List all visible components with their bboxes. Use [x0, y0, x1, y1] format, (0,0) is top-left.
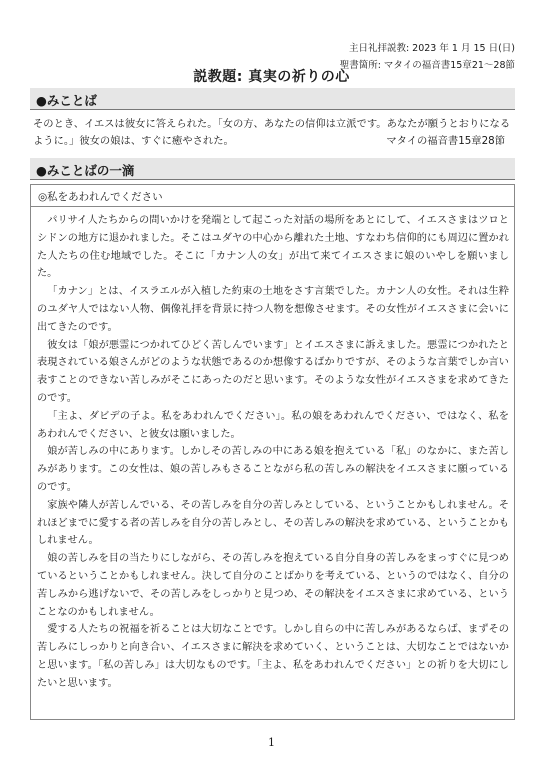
scripture-reference: マタイの福音書15章28節 [386, 135, 505, 147]
service-date: 主日礼拝説教: 2023 年 1 月 15 日(日) [348, 43, 515, 54]
page-number: 1 [268, 736, 275, 749]
sermon-paragraphs [37, 212, 509, 693]
paragraph: 「主よ、ダビデの子よ。私をあわれんでください」。私の娘をあわれんでください、ではなく、私をあわれんでください、と彼女は願いました。 [37, 410, 509, 440]
heading-rule [30, 109, 515, 110]
section-heading-drop [30, 158, 515, 180]
sermon-body-box [30, 184, 515, 720]
section-heading-drop-label: ●みことばの一滴 [36, 163, 135, 178]
paragraph: パリサイ人たちからの問いかけを発端として起こった対話の場所をあとにして、イエスさまはツロとシドンの地方に退かれました。そこはユダヤの中心から離れた土地、すなわち信仰的にも周辺に置かれた人たちの住む地域でした。そこに「カナン人の女」が出て来てイエスさまに娘のいやしを願いました。 [37, 215, 509, 280]
paragraph: 家族や隣人が苦しんでいる、その苦しみを自分の苦しみとしている、ということかもしれません。それほどまでに愛する者の苦しみを自分の苦しみとし、その苦しみの解決を求めている、ということかもしれません。 [37, 499, 509, 547]
section-heading-word-label: ●みことば [36, 93, 97, 108]
paragraph: 「カナン」とは、イスラエルが入植した約束の土地をさす言葉でした。カナン人の女性。それは生粋のユダヤ人ではない人物、偶像礼拝を背景に持つ人物を想像させます。その女性がイエスさまに会いに出てきたのです。 [37, 286, 509, 333]
scripture-passage: 聖書箇所: マタイの福音書15章21～28節 [339, 60, 515, 71]
paragraph: 娘が苦しみの中にあります。しかしその苦しみの中にある娘を抱えている「私」のなかに、また苦しみがあります。この女性は、娘の苦しみもさることながら私の苦しみの解決をイエスさまに願っているのです。 [37, 446, 509, 493]
sermon-title: 説教題: 真実の祈りの心 [193, 69, 350, 85]
section-heading-word [30, 88, 515, 110]
paragraph: 愛する人たちの祝福を祈ることは大切なことです。しかし自らの中に苦しみがあるならば、まずその苦しみにしっかりと向き合い、イエスさまに解決を求めていく、ということは、大切なことではないかと思います。「私の苦しみ」は大切なものです。「主よ、私をあわれんでください」との祈りを大切にしたいと思います。 [37, 624, 509, 689]
heading-rule [30, 179, 515, 180]
scripture-text: そのとき、イエスは彼女に答えられた。「女の方、あなたの信仰は立派です。あなたが願うとおりになるように。」彼女の娘は、すぐに癒やされた。 [33, 118, 511, 147]
scripture-quote [33, 116, 513, 150]
paragraph: 彼女は「娘が悪霊につかれてひどく苦しんでいます」とイエスさまに訴えました。悪霊につかれたと表現されている娘さんがどのような状態であるのか想像するばかりですが、そのような言葉でしか言い表すことのできない苦しみがそこにあったのだと思います。そのような女性がイエスさまを求めてきたのです。 [37, 339, 509, 404]
sermon-subheading: ◎私をあわれんでください [31, 185, 514, 207]
paragraph: 娘の苦しみを目の当たりにしながら、その苦しみを抱えている自分自身の苦しみをまっすぐに見つめているということかもしれません。決して自分のことばかりを考えている、というのではなく、自分の苦しみから逃げないで、その苦しみをしっかりと見つめ、その解決をイエスさまに求めている、ということなのかもしれません。 [37, 553, 509, 618]
